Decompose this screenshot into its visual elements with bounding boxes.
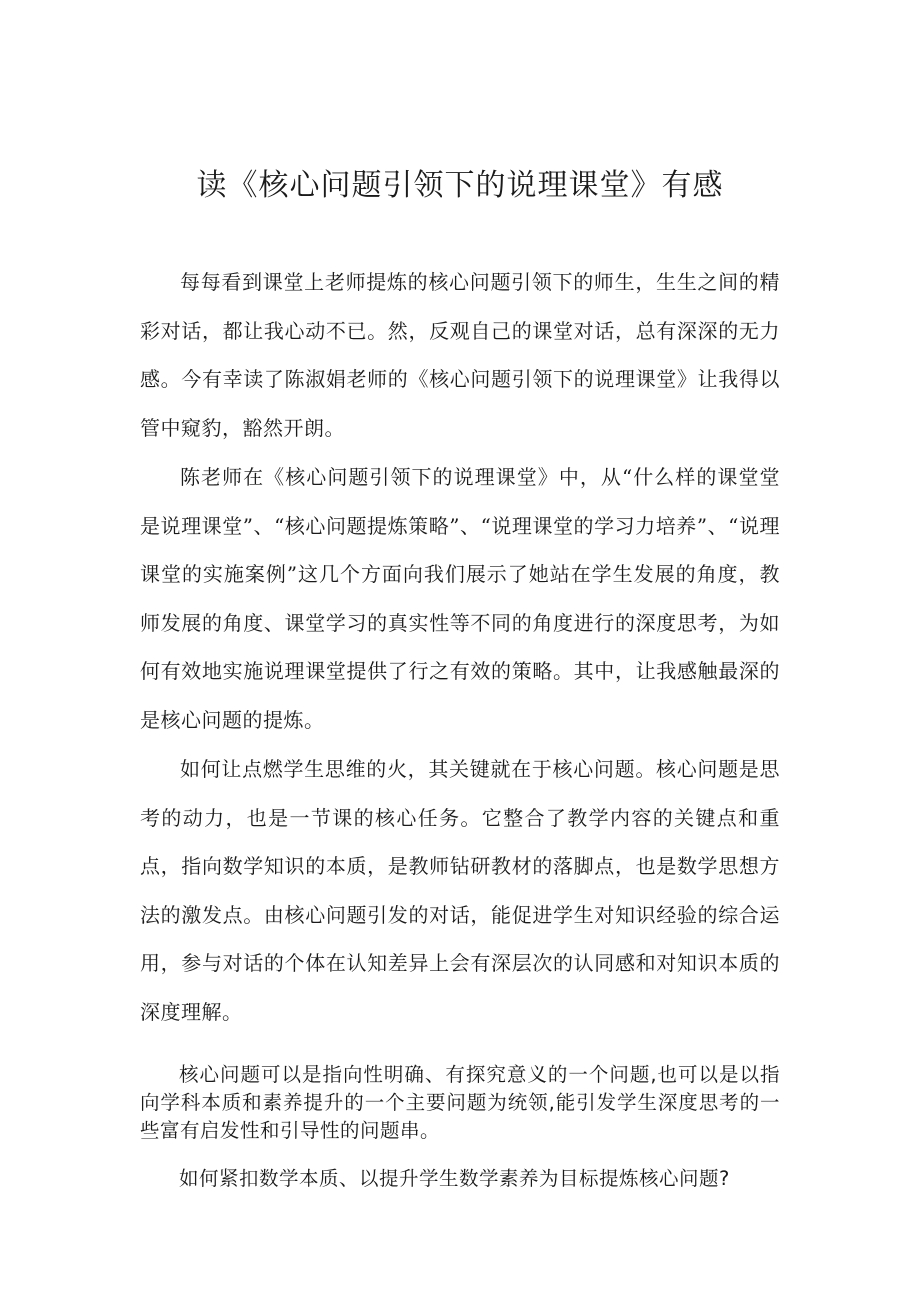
paragraph-2: 陈老师在《核心问题引领下的说理课堂》中，从“什么样的课堂堂是说理课堂”、“核心问题提炼策略”、“说理课堂的学习力培养”、“说理课堂的实施案例”这几个方面向我们展示了她站在学生发展的角度，教师发展的角度、课堂学习的真实性等不同的角度进行的深度思考，为如何有效地实施说理课堂提供了行之有效的策略。其中，让我感触最深的是核心问题的提炼。 xyxy=(140,465,780,732)
paragraph-3: 如何让点燃学生思维的火，其关键就在于核心问题。核心问题是思考的动力，也是一节课的核心任务。它整合了教学内容的关键点和重点，指向数学知识的本质，是教师钻研教材的落脚点，也是数学思想方法的激发点。由核心问题引发的对话，能促进学生对知识经验的综合运用，参与对话的个体在认知差异上会有深层次的认同感和对知识本质的深度理解。 xyxy=(140,757,780,1024)
paragraph-5: 如何紧扣数学本质、以提升学生数学素养为目标提炼核心问题? xyxy=(179,1167,730,1190)
document-body xyxy=(140,258,780,1193)
document-title: 读《核心问题引领下的说理课堂》有感 xyxy=(196,168,724,203)
paragraph-1: 每每看到课堂上老师提炼的核心问题引领下的师生，生生之间的精彩对话，都让我心动不已。然，反观自己的课堂对话，总有深深的无力感。今有幸读了陈淑娟老师的《核心问题引领下的说理课堂》让我得以管中窥豹，豁然开朗。 xyxy=(140,270,780,440)
paragraph-4: 核心问题可以是指向性明确、有探究意义的一个问题,也可以是以指向学科本质和素养提升的一个主要问题为统领,能引发学生深度思考的一些富有启发性和引导性的问题串。 xyxy=(140,1063,780,1142)
